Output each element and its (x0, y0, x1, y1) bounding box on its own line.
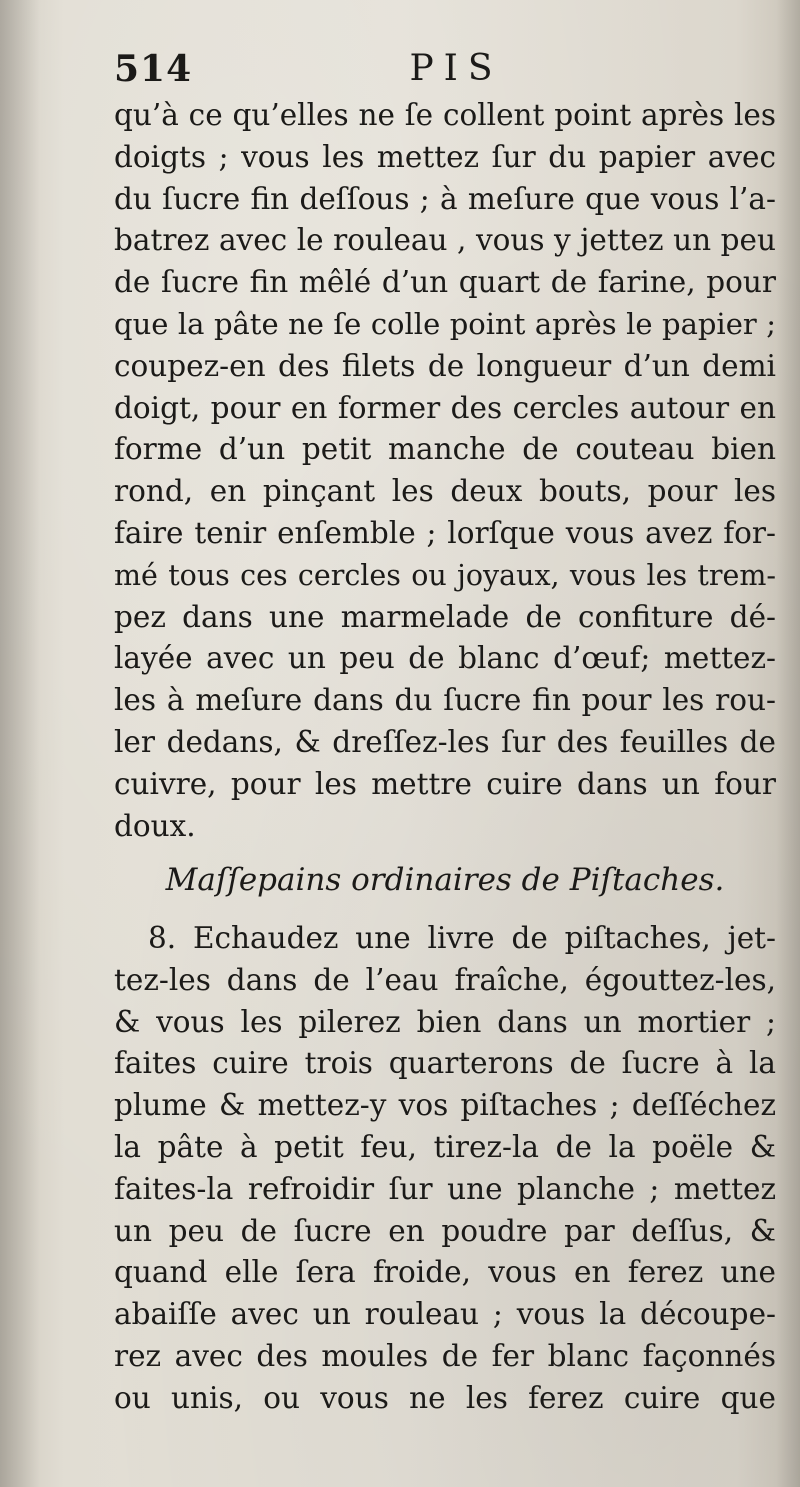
text-line: 8. Echaudez une livre de piſtaches, jet- (148, 921, 776, 955)
page-header (114, 48, 774, 92)
text-line: abaiſſe avec un rouleau ; vous la découpe- (114, 1297, 776, 1332)
paragraph-recipe-8 (114, 918, 776, 1420)
edge-shadow (776, 0, 800, 1487)
running-head: PIS (409, 48, 503, 89)
text-line: rond, en pinçant les deux bouts, pour les (114, 474, 776, 509)
text-line: forme d’un petit manche de couteau bien (114, 432, 776, 467)
text-line: doigts ; vous les mettez ſur du papier avec (114, 139, 776, 174)
text-line: batrez avec le rouleau , vous y jettez un peu (114, 223, 776, 258)
text-line: layée avec un peu de blanc d’œuf; mettez- (114, 641, 776, 676)
text-line: faites-la refroidir ſur une planche ; mettez (114, 1171, 776, 1206)
text-line: tez-les dans de l’eau fraîche, égouttez-les, (114, 962, 776, 997)
page-number: 514 (114, 48, 193, 90)
text-line: doux. (114, 808, 196, 843)
section-heading: Maſſepains ordinaires de Piſtaches. (165, 862, 725, 898)
paragraph-continued (114, 95, 776, 847)
text-line: rez avec des moules de fer blanc façonnés (114, 1338, 776, 1373)
gutter-shadow (0, 0, 40, 1487)
text-line: cuivre, pour les mettre cuire dans un four (114, 766, 776, 801)
text-line: faire tenir enſemble ; lorſque vous avez for- (114, 515, 776, 550)
text-line: mé tous ces cercles ou joyaux, vous les trem- (114, 558, 776, 592)
text-line: pez dans une marmelade de confiture dé- (114, 599, 776, 634)
text-line: que la pâte ne ſe colle point après le papier ; (114, 306, 776, 341)
text-line: plume & mettez-y vos piſtaches ; deſſéchez (114, 1088, 776, 1123)
text-line: quand elle ſera froide, vous en ferez une (114, 1255, 776, 1290)
text-line: qu’à ce qu’elles ne ſe collent point après les (114, 98, 776, 132)
text-line: & vous les pilerez bien dans un mortier ; (114, 1004, 776, 1039)
text-line: la pâte à petit feu, tirez-la de la poële & (114, 1129, 776, 1164)
text-line: doigt, pour en former des cercles autour en (114, 390, 776, 425)
text-line: ou unis, ou vous ne les ferez cuire que (114, 1380, 776, 1415)
text-line: les à meſure dans du ſucre fin pour les rou- (114, 683, 776, 718)
text-line: de ſucre fin mêlé d’un quart de farine, pour (114, 265, 776, 300)
text-line: un peu de ſucre en poudre par deſſus, & (114, 1213, 776, 1248)
text-line: du ſucre fin deſſous ; à meſure que vous l’a- (114, 181, 776, 216)
text-line: coupez-en des filets de longueur d’un demi (114, 348, 776, 383)
text-line: faites cuire trois quarterons de ſucre à la (114, 1046, 776, 1081)
text-line: ler dedans, & dreſſez-les ſur des feuilles de (114, 724, 776, 759)
